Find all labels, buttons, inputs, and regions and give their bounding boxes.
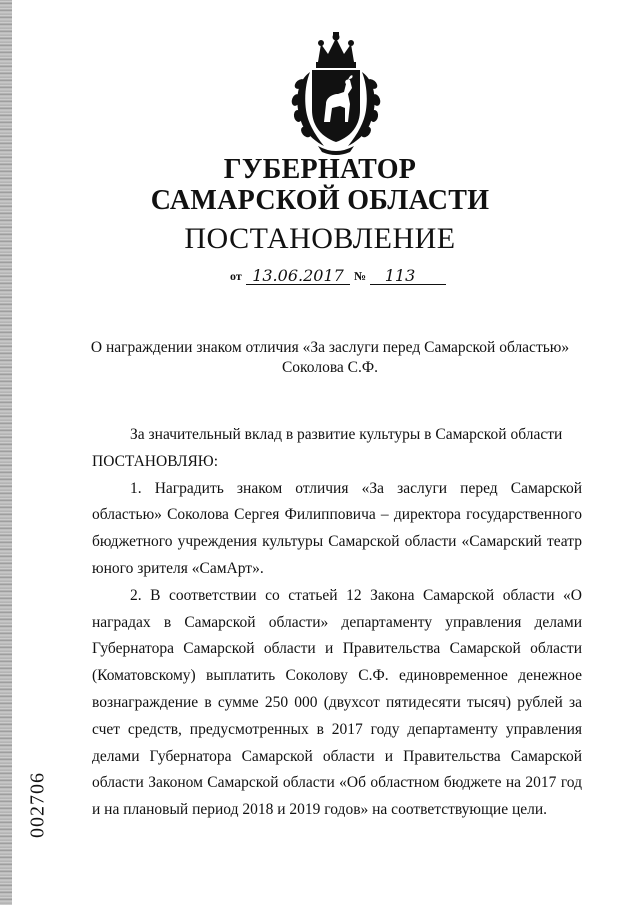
intro-paragraph: За значительный вклад в развитие культуры в Самарской области: [130, 426, 563, 443]
date-label: от: [230, 269, 242, 283]
item-1-paragraph: 1. Наградить знаком отличия «За заслуги перед Самарской областью» Соколова Сергея Филипповича – директора государственного бюджетного учреждения культуры Самарской области «Самарский театр юного зрителя «СамАрт».: [92, 479, 582, 577]
date-number-line: [230, 263, 480, 287]
decree-body: [92, 422, 582, 824]
margin-document-number: [18, 760, 58, 850]
number-label: №: [354, 269, 367, 283]
item-2-paragraph: 2. В соответствии со статьей 12 Закона Самарской области «О наградах в Самарской области» департаменту управления делами Губернатора Самарской области и Правительства Самарской области (Коматовскому) выплатить Соколову С.Ф. единовременное денежное вознаграждение в сумме 250 000 (двухсот пятидесяти тысяч) рублей за счет средств, предусмотренных в 2017 году департаменту управления делами Губернатора Самарской области и Правительства Самарской области Законом Самарской области «Об областном бюджете на 2017 год и на плановый период 2018 и 2019 годов» на соответствующие цели.: [92, 586, 582, 819]
handwritten-number: 113: [384, 266, 416, 285]
governor-title: ГУБЕРНАТОР: [223, 154, 417, 185]
scan-edge: [0, 0, 12, 905]
document-type-heading: ПОСТАНОВЛЕНИЕ: [184, 222, 456, 255]
samara-coat-of-arms-emblem: [288, 32, 384, 156]
subject-line-2: Соколова С.Ф.: [281, 359, 379, 376]
margin-number-text: 002706: [26, 772, 49, 838]
decree-subject: [60, 338, 600, 378]
region-title: САМАРСКОЙ ОБЛАСТИ: [150, 185, 490, 216]
directive-word: ПОСТАНОВЛЯЮ:: [92, 452, 219, 470]
crown-icon: [316, 32, 356, 68]
subject-line-1: О награждении знаком отличия «За заслуги перед Самарской областью»: [90, 339, 570, 356]
handwritten-date: 13.06.2017: [252, 266, 344, 285]
